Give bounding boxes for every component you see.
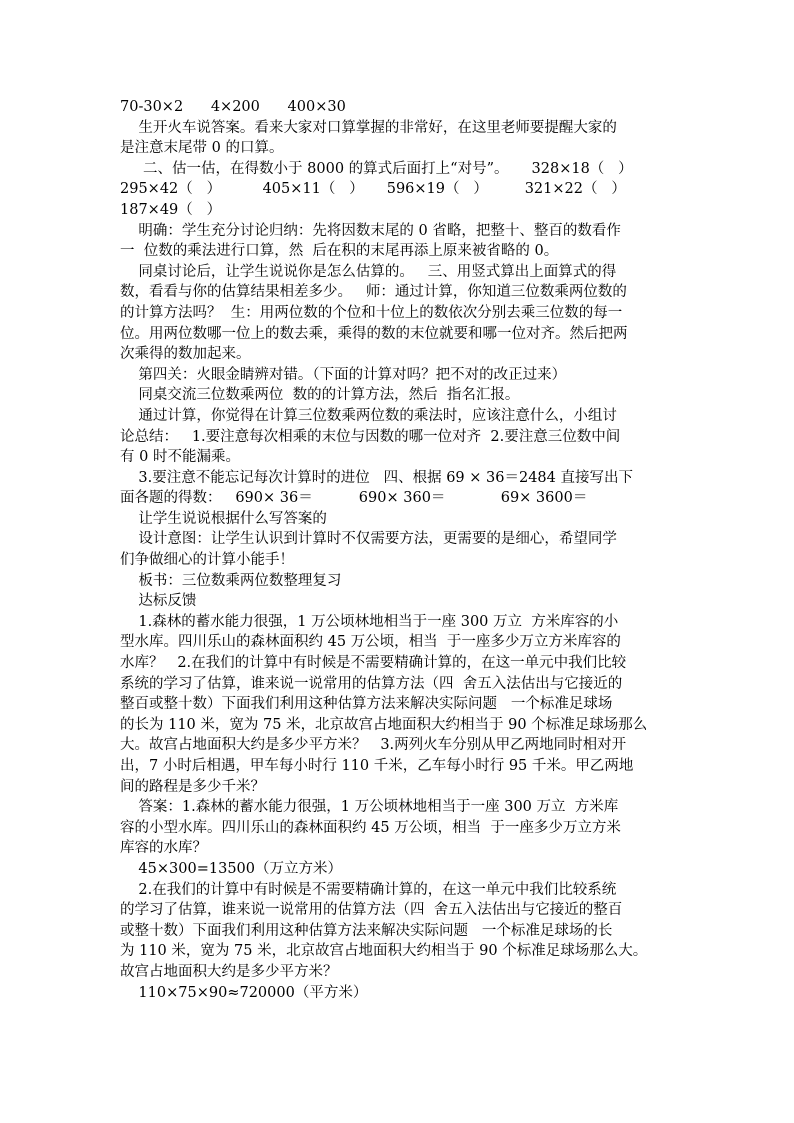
text-line: 295×42（ ） 405×11（ ） 596×19（ ） 321×22（ ） [120, 181, 626, 198]
text-line: 2.在我们的计算中有时候是不需要精确计算的，在这一单元中我们比较系统 [120, 881, 617, 898]
text-line: 间的路程是多少千米？ [120, 778, 265, 795]
text-line: 系统的学习了估算，谁来说一说常用的估算方法（四 舍五入法估出与它接近的 [120, 675, 623, 692]
text-line: 同桌讨论后，让学生说说你是怎么估算的。 三、用竖式算出上面算式的得 [120, 263, 617, 280]
text-line: 的长为 110 米，宽为 75 米，北京故宫占地面积大约相当于 90 个标准足球场那么 [120, 716, 648, 733]
text-line: 1.森林的蓄水能力很强，1 万公顷林地相当于一座 300 万立 方米库容的小 [120, 613, 619, 630]
text-line: 数，看看与你的估算结果相差多少。 师：通过计算，你知道三位数乘两位数的 [120, 284, 627, 301]
text-line: 让学生说说根据什么写答案的 [120, 510, 327, 527]
text-line: 的学习了估算，谁来说一说常用的估算方法（四 舍五入法估出与它接近的整百 [120, 902, 623, 919]
document-page [120, 97, 680, 1003]
text-line: 的计算方法吗？ 生：用两位数的个位和十位上的数依次分别去乘三位数的每一 [120, 304, 623, 321]
text-line: 通过计算，你觉得在计算三位数乘两位数的乘法时，应该注意什么，小组讨 [120, 407, 617, 424]
text-line: 45×300=13500（万立方米） [120, 860, 342, 877]
text-line: 或整十数）下面我们利用这种估算方法来解决实际问题 一个标准足球场的长 [120, 922, 613, 939]
text-line: 同桌交流三位数乘两位 数的的计算方法，然后 指名汇报。 [120, 387, 520, 404]
text-line: 出，7 小时后相遇，甲车每小时行 110 千米，乙车每小时行 95 千米。甲乙两地 [120, 758, 634, 774]
text-line: 明确：学生充分讨论归纳：先将因数末尾的 0 省略，把整十、整百的数看作 [120, 222, 621, 239]
text-line: 设计意图：让学生认识到计算时不仅需要方法，更需要的是细心，希望同学 [120, 531, 617, 548]
text-line: 110×75×90≈720000（平方米） [120, 984, 368, 1001]
text-line: 面各题的得数： 690× 36＝ 690× 360＝ 69× 3600＝ [120, 490, 588, 507]
text-line: 第四关：火眼金睛辨对错。（下面的计算对吗？把不对的改正过来） [120, 366, 567, 383]
text-line: 70-30×2 4×200 400×30 [120, 99, 346, 115]
text-line: 答案：1.森林的蓄水能力很强，1 万公顷林地相当于一座 300 万立 方米库 [120, 799, 619, 816]
text-line: 大。故宫占地面积大约是多少平方米？ 3.两列火车分别从甲乙两地同时相对开 [120, 737, 627, 754]
text-line: 3.要注意不能忘记每次计算时的进位 四、根据 69 × 36＝2484 直接写出下 [120, 469, 633, 486]
text-line: 整百或整十数）下面我们利用这种估算方法来解决实际问题 一个标准足球场 [120, 696, 613, 713]
text-line: 是注意末尾带 0 的口算。 [120, 140, 284, 157]
text-line: 论总结： 1.要注意每次相乘的末位与因数的哪一位对齐 2.要注意三位数中间 [120, 428, 621, 445]
text-line: 有 0 时不能漏乘。 [120, 449, 240, 466]
text-line: 故宫占地面积大约是多少平方米？ [120, 963, 338, 980]
text-line: 二、估一估，在得数小于 8000 的算式后面打上“对号”。 328×18（ ） [120, 160, 633, 177]
text-line: 达标反馈 [120, 593, 197, 610]
text-line: 187×49（ ） [120, 201, 222, 218]
text-line: 们争做细心的计算小能手！ [120, 552, 294, 569]
text-line: 生开火车说答案。看来大家对口算掌握的非常好，在这里老师要提醒大家的 [120, 119, 617, 136]
text-line: 库容的水库？ [120, 840, 207, 857]
text-line: 板书：三位数乘两位数整理复习 [120, 572, 342, 589]
text-line: 位。用两位数哪一位上的数去乘，乘得的数的末位就要和哪一位对齐。然后把两 [120, 325, 628, 342]
text-line: 容的小型水库。四川乐山的森林面积约 45 万公顷，相当 于一座多少万立方米 [120, 819, 621, 836]
text-line: 为 110 米，宽为 75 米，北京故宫占地面积大约相当于 90 个标准足球场那么大。 [120, 943, 648, 960]
text-line: 水库？ 2.在我们的计算中有时候是不需要精确计算的，在这一单元中我们比较 [120, 655, 627, 672]
text-line: 次乘得的数加起来。 [120, 346, 251, 363]
text-line: 型水库。四川乐山的森林面积约 45 万公顷，相当 于一座多少万立方米库容的 [120, 634, 621, 651]
text-line: 一 位数的乘法进行口算，然 后在积的末尾再添上原来被省略的 0。 [120, 243, 559, 260]
